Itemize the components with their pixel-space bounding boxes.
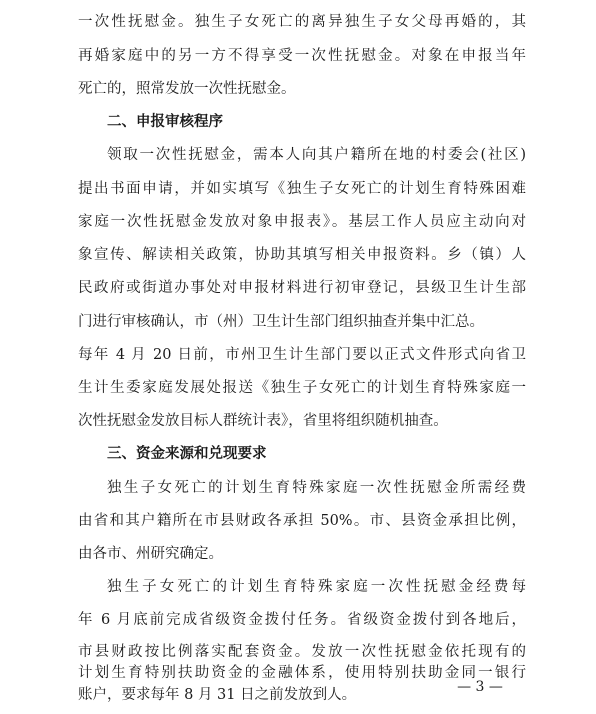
body-line: 每年 4 月 20 日前，市州卫生计生部门要以正式文件形式向省卫 <box>78 347 526 363</box>
body-line: 次性抚慰金发放目标人群统计表》，省里将组织随机抽查。 <box>78 413 448 429</box>
page-number: — 3 — <box>457 679 503 695</box>
body-line: 一次性抚慰金。独生子女死亡的离异独生子女父母再婚的，其 <box>78 14 526 30</box>
body-line: 年 6 月底前完成省级资金拨付任务。省级资金拨付到各地后， <box>78 612 526 628</box>
body-line: 市县财政按比例落实配套资金。发放一次性抚慰金依托现有的 <box>78 644 526 660</box>
body-line: 账户，要求每年 8 月 31 日之前发放到人。 <box>78 687 357 703</box>
body-line: 民政府或街道办事处对申报材料进行初审登记，县级卫生计生部 <box>78 280 526 296</box>
body-line: 象宣传、解读相关政策，协助其填写相关申报资料。乡（镇）人 <box>78 247 526 263</box>
body-line: 领取一次性抚慰金，需本人向其户籍所在地的村委会(社区) <box>107 147 526 163</box>
section-heading-application-review: 二、申报审核程序 <box>107 114 223 130</box>
section-heading-funding: 三、资金来源和兑现要求 <box>107 446 267 462</box>
body-line: 门进行审核确认，市（州）卫生计生部门组织抽查并集中汇总。 <box>78 314 484 330</box>
body-line: 由省和其户籍所在市县财政各承担 50%。市、县资金承担比例， <box>78 513 526 529</box>
body-line: 独生子女死亡的计划生育特殊家庭一次性抚慰金经费每 <box>107 579 526 595</box>
body-line: 独生子女死亡的计划生育特殊家庭一次性抚慰金所需经费 <box>107 480 526 496</box>
body-line: 生计生委家庭发展处报送《独生子女死亡的计划生育特殊家庭一 <box>78 380 526 396</box>
body-line: 死亡的，照常发放一次性抚慰金。 <box>78 81 296 97</box>
body-line: 再婚家庭中的另一方不得享受一次性抚慰金。对象在申报当年 <box>78 48 526 64</box>
body-line: 家庭一次性抚慰金发放对象申报表》。基层工作人员应主动向对 <box>78 214 526 230</box>
body-line: 提出书面申请，并如实填写《独生子女死亡的计划生育特殊困难 <box>78 181 526 197</box>
body-line: 计划生育特别扶助资金的金融体系，使用特别扶助金同一银行 <box>78 665 526 681</box>
body-line: 由各市、州研究确定。 <box>78 546 223 562</box>
